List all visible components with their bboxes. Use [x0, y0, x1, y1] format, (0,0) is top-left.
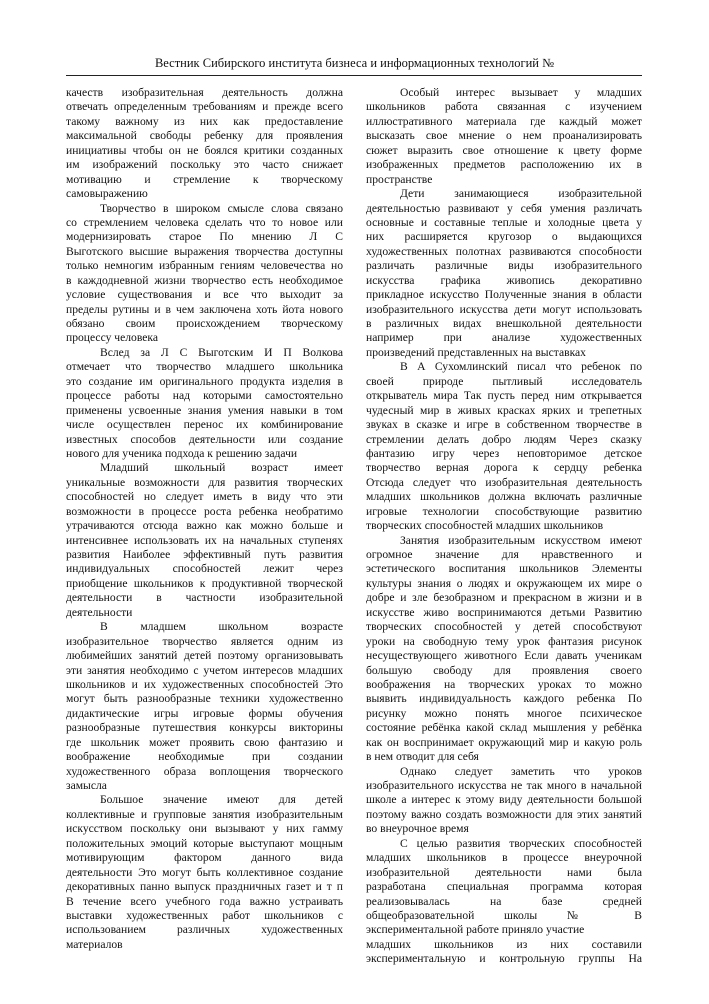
text-line: известных способов деятельности или создание: [66, 432, 343, 446]
text-line: несуществующего животного Если давать ученикам: [366, 649, 642, 663]
header-divider: [66, 75, 642, 76]
text-line: произведений представленных на выставках: [366, 345, 586, 359]
right-column: [366, 86, 642, 967]
text-line: материалов: [66, 937, 123, 951]
text-line: культуры знания о людях и окружающем их мире о: [366, 576, 642, 590]
text-line: иллюстративного материала где каждый может: [366, 114, 642, 128]
text-line: возможности в процессе роста ребенка необратимо: [66, 504, 343, 518]
text-line: состояние ребёнка какой склад мышления у ребёнка: [366, 721, 642, 735]
text-line: Выготского высшие выражения творчества доступны: [66, 244, 343, 258]
text-line: отвечать определенным требованиям и прежде всего: [66, 100, 343, 114]
text-line: Творчество в широком смысле слова связано: [100, 201, 343, 215]
text-line: младших школьников должна включать различные: [366, 490, 642, 504]
text-line: искусства графика живопись декоративно: [366, 273, 642, 287]
text-line: большую свободу для проявления своего: [366, 663, 642, 677]
text-line: различать различные виды изобразительного: [366, 259, 642, 273]
text-line: открыватель мира Так пусть перед ним открывается: [366, 389, 642, 403]
text-line: например при анализе художественных: [366, 331, 642, 345]
text-line: мотивацию и стремление к творческому: [66, 172, 343, 186]
text-line: декоративных панно выпуск праздничных газет и т п: [66, 880, 343, 894]
text-line: уникальные возможности для развития творческих: [66, 475, 343, 489]
text-line: интенсивнее использовать их на начальных ступенях: [66, 533, 343, 547]
text-line: утрачиваются отсюда важно как можно больше и: [66, 519, 343, 533]
text-line: В течение всего учебного года важно устраивать: [66, 894, 343, 908]
text-line: изобразительной деятельности нами была: [366, 865, 642, 879]
text-line: где школьник может проявить свою фантазию и: [66, 735, 343, 749]
text-line: эстетического воспитания школьников Элементы: [366, 562, 642, 576]
text-line: фантазию игру через неповторимое детское: [366, 446, 642, 460]
text-line: изобразительного искусства дети могут использовать: [366, 302, 642, 316]
text-line: воображение необходимые при создании: [66, 750, 343, 764]
text-line: них расширяется кругозор о выдающихся: [366, 230, 642, 244]
text-line: В младшем школьном возрасте: [100, 620, 343, 634]
text-line: Однако следует заметить что уроков: [400, 764, 642, 778]
text-line: коллективные и групповые занятия изобразительным: [66, 807, 343, 821]
left-column: [66, 86, 343, 952]
text-line: творческих способностей младших школьников: [366, 519, 604, 533]
text-line: звуках в сказке и игре в собственном творчестве в: [366, 418, 642, 432]
text-line: выставки художественных работ школьников с: [66, 908, 343, 922]
text-line: в каждодневной жизни творчество есть необходимое: [66, 273, 343, 287]
text-line: деятельности в частности изобразительной: [66, 591, 343, 605]
text-line: условие существования и все что выходит за: [66, 288, 343, 302]
text-line: воображения на творческих уроках то можно: [366, 677, 642, 691]
text-line: разработана специальная программа которая: [366, 880, 642, 894]
text-line: только немногим избранным гениям человечества но: [66, 259, 343, 273]
text-line: нового для ученика подхода к решению задачи: [66, 446, 298, 460]
text-line: мотивирующим фактором данного вида: [66, 851, 343, 865]
text-line: уроки на свободную тему урок фантазия рисунок: [366, 634, 642, 648]
text-line: изобразительное творчество является одним из: [66, 634, 343, 648]
text-line: экспериментальной работе приняло участие: [366, 923, 585, 937]
text-line: пространстве: [366, 172, 433, 186]
text-line: общеобразовательной школы № В: [366, 908, 642, 922]
text-line: процессе работы над которыми самостоятельно: [66, 389, 343, 403]
text-line: им изображений поскольку это часто снижает: [66, 158, 343, 172]
text-line: огромное значение для нравственного и: [366, 548, 642, 561]
text-line: В А Сухомлинский писал что ребенок по: [400, 360, 642, 374]
text-line: школьников работа связанная с изучением: [366, 100, 642, 114]
text-line: младших школьников из них составили: [366, 937, 642, 951]
text-line: основные и составные теплые и холодные цвета у: [366, 215, 642, 229]
text-line: приобщение школьников к продуктивной творческой: [66, 576, 343, 590]
text-line: изобразительного искусства не так много в начальной: [366, 779, 642, 792]
text-line: деятельности Это могут быть коллективное создание: [66, 865, 343, 879]
text-line: Дети занимающиеся изобразительной: [400, 187, 642, 201]
text-line: поэтому важно создать возможности для этих занятий: [366, 807, 642, 821]
text-line: художественного образа воплощения творческого: [66, 764, 343, 778]
text-line: любимейших занятий детей поэтому организовывать: [66, 649, 343, 663]
text-line: искусстве живо воспринимаются детьми Развитию: [366, 605, 642, 619]
text-line: школе а интерес к этому виду деятельности большой: [366, 793, 642, 807]
text-line: выявить индивидуальность каждого ребенка По: [366, 692, 642, 706]
text-line: отмечает что творчество младшего школьника: [66, 360, 343, 374]
text-line: младших школьников в процессе внеурочной: [366, 851, 642, 865]
text-line: во внеурочное время: [366, 822, 469, 836]
text-line: модернизировать старое По мнению Л С: [66, 230, 343, 244]
text-line: использованием различных художественных: [66, 923, 343, 937]
text-line: творчество верная дорога к сердцу ребенка: [366, 461, 642, 475]
text-line: С целью развития творческих способностей: [400, 836, 642, 850]
text-line: творческих способностей у детей способствуют: [366, 620, 642, 634]
text-line: эти занятия необходимо с учетом интересов младших: [66, 663, 343, 677]
text-line: чудесный мир в живых красках ярких и трепетных: [366, 403, 642, 417]
text-line: в различных видах внешкольной деятельности: [366, 317, 642, 330]
text-line: применены усвоенные знания умения навыки в том: [66, 403, 343, 417]
text-line: индивидуальных способностей лежит через: [66, 562, 343, 576]
text-line: школьников и их художественных способностей Это: [66, 677, 343, 691]
text-line: деятельностью развивают у себя умения различать: [366, 201, 642, 215]
text-line: как он воспринимает окружающий мир и какую роль: [366, 735, 642, 749]
text-line: способностей но следует иметь в виду что эти: [66, 490, 343, 504]
text-line: со стремлением человека сделать что то новое или: [66, 215, 343, 229]
text-line: развития Наиболее эффективный путь развития: [66, 548, 343, 561]
text-line: могут быть разнообразные техники художественно: [66, 692, 343, 706]
text-line: замысла: [66, 779, 107, 792]
journal-header: Вестник Сибирского института бизнеса и информационных технологий №: [154, 56, 555, 70]
text-line: самовыражению: [66, 187, 148, 201]
text-line: изображенных предметов расположению их в: [366, 158, 642, 172]
text-line: пределы рутины и в чем заключена хоть йота нового: [66, 302, 343, 316]
text-line: Младший школьный возраст имеет: [100, 461, 343, 475]
text-line: экспериментальную и контрольную группы На: [366, 952, 642, 966]
text-line: максимальной свободы ребенку для проявления: [66, 129, 343, 143]
text-line: стремлении делать добро людям Через сказку: [366, 432, 642, 446]
text-line: игровые технологии способствующие развитию: [366, 504, 642, 518]
text-line: такому важному из них как предоставление: [66, 114, 343, 128]
text-line: прикладное искусство Полученные знания в области: [366, 288, 642, 302]
text-line: добре и зле безобразном и прекрасном в жизни и в: [366, 591, 642, 605]
text-line: рисунку можно понять многое психическое: [366, 706, 642, 720]
text-line: своей природе пытливый исследователь: [366, 374, 642, 388]
text-line: Отсюда следует что изобразительная деятельность: [366, 475, 642, 489]
text-line: деятельности: [66, 605, 133, 619]
text-line: высказать свое мнение о нем проанализировать: [366, 129, 642, 143]
text-line: инициативы чтобы он не боялся критики созданных: [66, 143, 343, 157]
text-line: художественных полотнах развиваются способности: [366, 244, 642, 258]
text-line: в нем отводит для себя: [366, 750, 479, 764]
text-line: положительных эмоций которые выступают мощным: [66, 836, 343, 850]
text-line: сюжет выразить свое отношение к цвету форме: [366, 143, 642, 157]
text-line: числе осуществлен перенос их комбинирование: [66, 418, 343, 432]
text-line: обязано своим происхождением творческому: [66, 317, 343, 330]
text-line: качеств изобразительная деятельность должна: [66, 86, 343, 99]
text-line: это создание им оригинального продукта изделия в: [66, 374, 343, 388]
text-line: процессу человека: [66, 331, 158, 345]
text-line: искусством поскольку они вызывают у них гамму: [66, 822, 343, 836]
text-line: Особый интерес вызывает у младших: [400, 86, 642, 99]
text-line: Занятия изобразительным искусством имеют: [400, 533, 642, 547]
text-line: Вслед за Л С Выготским И П Волкова: [100, 345, 343, 359]
text-line: разнообразные путешествия конкурсы викторины: [66, 721, 343, 735]
text-line: дидактические игры игровые формы обучения: [66, 706, 343, 720]
text-line: Большое значение имеют для детей: [100, 793, 343, 807]
text-line: реализовывалась на базе средней: [366, 894, 642, 908]
